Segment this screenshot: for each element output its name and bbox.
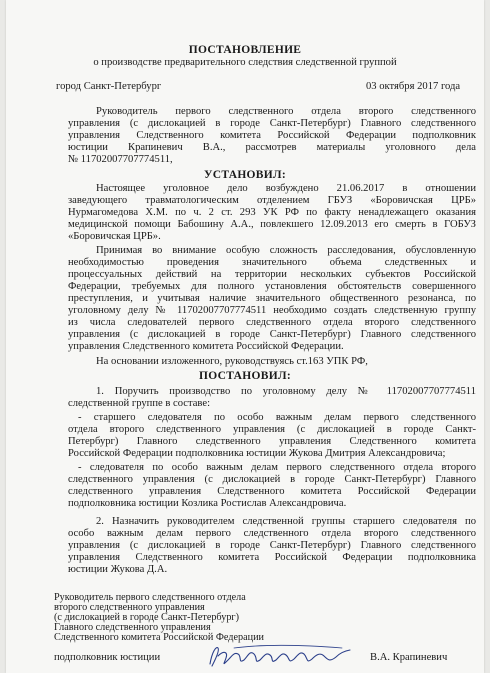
established-line: уголовному делу № 11702007707774511 необходимо создать следственную группу (68, 305, 476, 316)
document-title: ПОСТАНОВЛЕНИЕ (188, 44, 302, 56)
document-page (6, 0, 484, 673)
member-line: - следователя по особо важным делам первого следственного отдела второго (78, 462, 476, 473)
signatory-position-line: Следственного комитета Российской Федерации (54, 632, 264, 643)
member-line: следственного управления Следственного комитета Российской Федерации (68, 486, 476, 497)
resolved-line: юстиции Жукова Д.А. (68, 564, 168, 575)
established-line: управления (с дислокацией в городе Санкт-Петербург) Главного следственного (68, 329, 476, 340)
established-line: Федерации, требуемых для полного установления обстоятельств совершенного (68, 281, 476, 292)
intro-line: юстиции Крапиневич В.А., рассмотрев материалы уголовного дела (68, 142, 476, 153)
resolved-line: 2. Назначить руководителем следственной группы старшего следователя по (96, 516, 476, 527)
established-line: «Боровичская ЦРБ». (68, 231, 161, 242)
established-line: процессуальных действий на территории нескольких субъектов Российской (68, 269, 476, 280)
established-line: Принимая во внимание особую сложность расследования, обусловленную (96, 245, 476, 256)
established-line: из числа следователей первого следственного отдела второго следственного (68, 317, 476, 328)
established-line: преступления, и учитывая наличие значительного общественного резонанса, по (68, 293, 476, 304)
established-line: заведующего травматологическим отделением ГБУЗ «Боровичская ЦРБ» (68, 195, 476, 206)
member-line: Российской Федерации подполковника юстиции Жукова Дмитрия Александровича; (68, 448, 446, 459)
date: 03 октября 2017 года (366, 81, 461, 92)
intro-line: Руководитель первого следственного отдела второго следственного (96, 106, 476, 117)
resolved-line: управления (с дислокацией в городе Санкт-Петербург) Главного следственного (68, 540, 476, 551)
established-line: необходимостью проведения значительного объема следственных и (68, 257, 476, 268)
resolved-line: управления Следственного комитета Российской Федерации подполковника (68, 552, 476, 563)
signatory-position-line: Главного следственного управления (54, 622, 211, 633)
resolved-heading: ПОСТАНОВИЛ: (199, 370, 291, 382)
established-line: медицинской помощи Бабошину А.А., повлекшего 12.09.2013 его смерть в ГОБУЗ (68, 219, 476, 230)
resolved-line: особо важным делам первого следственного отдела второго следственного (68, 528, 476, 539)
document-subtitle: о производстве предварительного следствия следственной группой (93, 57, 397, 68)
signatory-rank: подполковник юстиции (54, 652, 161, 663)
member-line: - старшего следователя по особо важным делам первого следственного (78, 412, 476, 423)
intro-line: управления Следственного комитета Российской Федерации подполковник (68, 130, 476, 141)
signatory-position-line: (с дислокацией в городе Санкт-Петербург) (54, 612, 239, 623)
member-line: подполковника юстиции Козлика Ростислав Александровича. (68, 498, 347, 509)
member-line: Петербург) Главного следственного управления Следственного комитета (68, 436, 476, 447)
signatory-name: В.А. Крапиневич (370, 652, 448, 663)
basis-line: На основании изложенного, руководствуясь ст.163 УПК РФ, (96, 356, 368, 367)
signatory-position-line: второго следственного управления (54, 602, 205, 613)
resolved-line: следственной группе в составе: (68, 398, 211, 409)
member-line: следственного управления (с дислокацией в городе Санкт-Петербург) Главного (68, 474, 476, 485)
established-line: Нурмагомедова Х.М. по ч. 2 ст. 293 УК РФ по факту ненадлежащего оказания (68, 207, 476, 218)
signatory-position-line: Руководитель первого следственного отдела (54, 592, 246, 603)
resolved-line: 1. Поручить производство по уголовному делу № 11702007707774511 (96, 386, 476, 397)
established-line: управления Следственного комитета Российской Федерации. (68, 341, 344, 352)
member-line: отдела второго следственного управления (с дислокацией в городе Санкт- (68, 424, 476, 435)
handwritten-signature (204, 642, 354, 670)
established-heading: УСТАНОВИЛ: (203, 169, 287, 181)
city: город Санкт-Петербург (56, 81, 162, 92)
established-line: Настоящее уголовное дело возбуждено 21.06.2017 в отношении (96, 183, 476, 194)
intro-line: № 11702007707774511, (68, 154, 173, 165)
intro-line: управления (с дислокацией в городе Санкт-Петербург) Главного следственного (68, 118, 476, 129)
